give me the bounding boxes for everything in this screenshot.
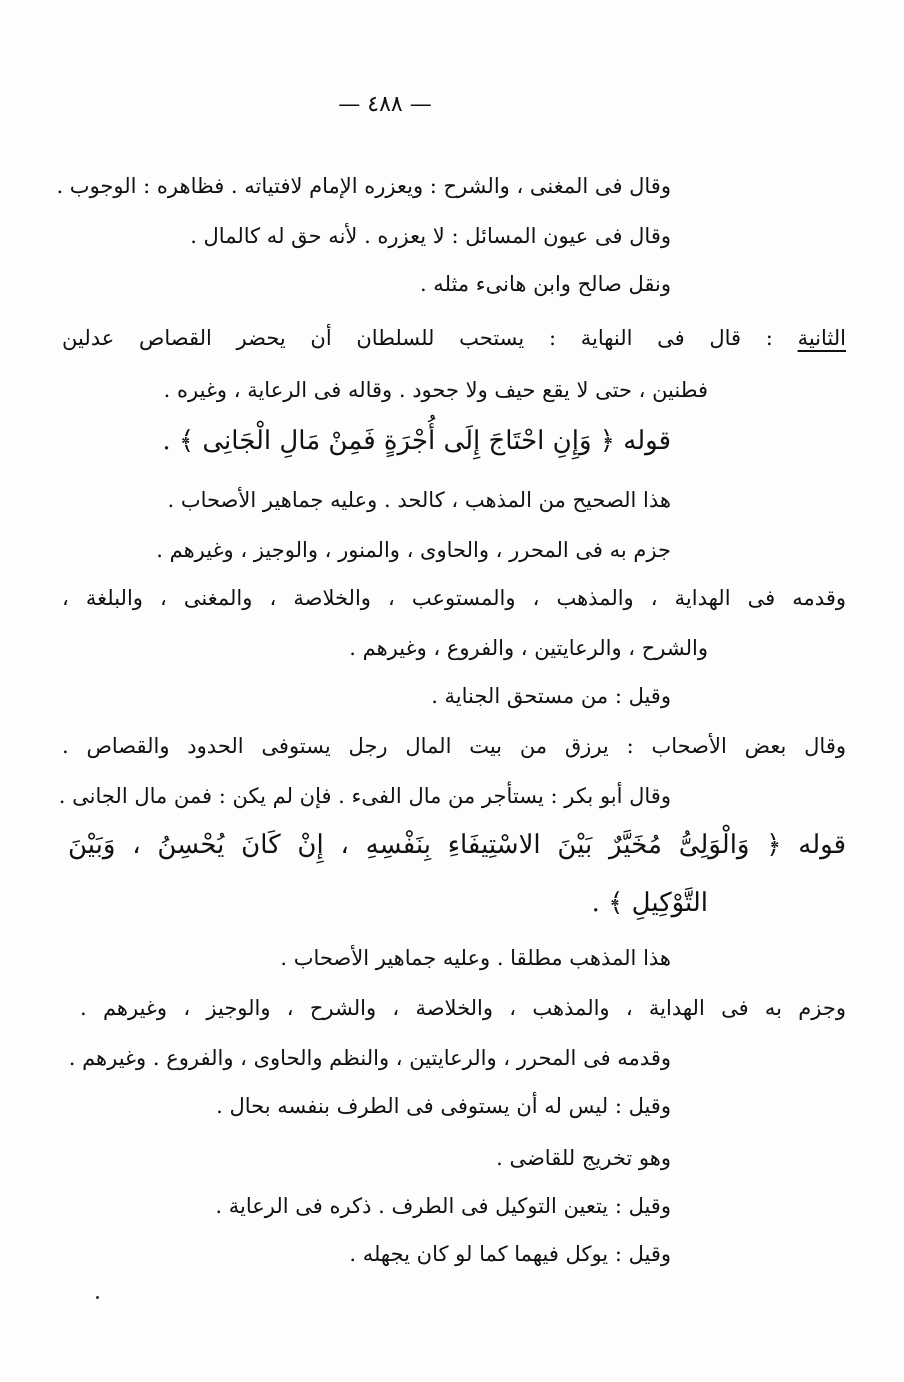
- text-line-10: والشرح ، والرعايتين ، والفروع ، وغيرهم .: [349, 636, 708, 660]
- quoted-heading-1: قوله ﴿ وَإِنِ احْتَاجَ إِلَى أُجْرَةٍ فَمِنْ مَالِ الْجَانِى ﴾ .: [162, 426, 671, 456]
- text-line-13: وقال أبو بكر : يستأجر من مال الفىء . فإن لم يكن : فمن مال الجانى .: [58, 784, 671, 808]
- quoted-heading-2-continued: التَّوْكِيلِ ﴾ .: [591, 888, 708, 918]
- page-number: — ٤٨٨ —: [338, 92, 432, 117]
- text-line-9: وقدمه فى الهداية ، والمذهب ، والمستوعب ، والخلاصة ، والمغنى ، والبلغة ،: [62, 586, 846, 610]
- text-line-4: [62, 328, 846, 349]
- text-line-11: وقيل : من مستحق الجناية .: [431, 684, 671, 708]
- text-line-22: وقيل : يوكل فيهما كما لو كان يجهله .: [349, 1242, 671, 1266]
- text-line-18: وقدمه فى المحرر ، والرعايتين ، والنظم والحاوى ، والفروع . وغيرهم .: [68, 1046, 671, 1070]
- text-line-3: ونقل صالح وابن هانىء مثله .: [419, 272, 671, 296]
- text-line-12: وقال بعض الأصحاب : يرزق من بيت المال رجل يستوفى الحدود والقصاص .: [62, 734, 846, 758]
- quoted-heading-2: قوله ﴿ وَالْوَلِىُّ مُخَيَّرٌ بَيْنَ الاسْتِيفَاءِ بِنَفْسِهِ ، إِنْ كَانَ يُحْسِنُ ، وَبَيْنَ: [68, 830, 846, 860]
- text-line-8: جزم به فى المحرر ، والحاوى ، والمنور ، والوجيز ، وغيرهم .: [156, 538, 671, 562]
- text-line-21: وقيل : يتعين التوكيل فى الطرف . ذكره فى الرعاية .: [215, 1194, 671, 1218]
- text-line-16: هذا المذهب مطلقا . وعليه جماهير الأصحاب .: [280, 946, 671, 970]
- text-line-5: فطنين ، حتى لا يقع حيف ولا جحود . وقاله فى الرعاية ، وغيره .: [163, 378, 708, 402]
- text-line-19: وقيل : ليس له أن يستوفى فى الطرف بنفسه بحال .: [216, 1094, 671, 1118]
- text-line-20: وهو تخريج للقاضى .: [496, 1146, 671, 1170]
- text-line-7: هذا الصحيح من المذهب ، كالحد . وعليه جماهير الأصحاب .: [167, 488, 671, 512]
- text-line-1: وقال فى المغنى ، والشرح : ويعزره الإمام لافتياته . فظاهره : الوجوب .: [56, 174, 671, 198]
- text-line-2: وقال فى عيون المسائل : لا يعزره . لأنه حق له كالمال .: [190, 224, 671, 248]
- text-line-17: وجزم به فى الهداية ، والمذهب ، والخلاصة ، والشرح ، والوجيز ، وغيرهم .: [80, 996, 846, 1020]
- scan-speck: [96, 1296, 99, 1299]
- text-line-4-rest: : قال فى النهاية : يستحب للسلطان أن يحضر القصاص عدلين: [62, 326, 773, 350]
- section-label-second: الثانية: [797, 326, 846, 350]
